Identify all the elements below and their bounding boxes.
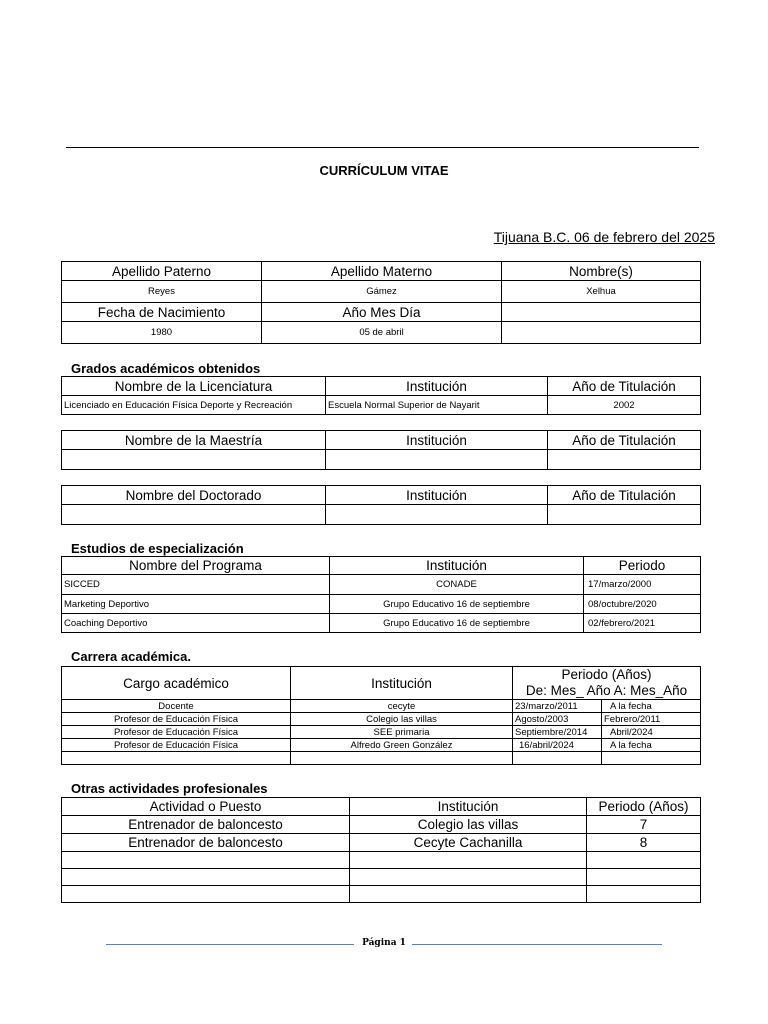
table-row-cargo: Profesor de Educación Física [62,726,291,739]
header-institucion: Institución [326,377,548,396]
page-number: Página 1 [362,938,406,948]
table-row-cargo: Profesor de Educación Física [62,739,291,752]
table-row-institucion: CONADE [330,575,584,595]
header-fecha-nacimiento: Fecha de Nacimiento [62,303,262,322]
table-row-institucion: Grupo Educativo 16 de septiembre [330,595,584,614]
empty-cell [62,852,350,869]
table-row-institucion: Colegio las villas [350,816,587,834]
carrera-table [61,666,701,765]
licenciatura-ano-value: 2002 [548,396,701,415]
empty-cell [513,752,602,765]
table-row-cargo: Profesor de Educación Física [62,713,291,726]
header-de-a: De: Mes_ Año A: Mes_Año [513,683,701,700]
personal-data-table [61,261,701,344]
header-ano-mes-dia: Año Mes Día [262,303,502,322]
empty-cell [62,752,291,765]
table-row-cargo: Docente [62,700,291,713]
footer-rule-right [412,944,662,945]
nombres-value: Xelhua [502,281,701,303]
header-ano-titulacion: Año de Titulación [548,431,701,450]
empty-cell [587,886,701,903]
table-row-programa: Marketing Deportivo [62,595,330,614]
header-ano-titulacion: Año de Titulación [548,486,701,505]
table-row-hasta: A la fecha [602,700,701,713]
header-institucion: Institución [291,667,513,700]
empty-cell [291,752,513,765]
header-cargo: Cargo académico [62,667,291,700]
licenciatura-table [61,376,701,415]
table-row-desde: Agosto/2003 [513,713,602,726]
empty-cell [350,852,587,869]
empty-cell [548,450,701,470]
header-nombres: Nombre(s) [502,262,701,281]
otras-actividades-table [61,797,701,903]
licenciatura-institucion-value: Escuela Normal Superior de Nayarit [326,396,548,415]
document-title: CURRÍCULUM VITAE [319,163,449,178]
header-periodo-anos: Periodo (Años) [513,667,701,683]
table-row-desde: 16/abril/2024 [513,739,602,752]
table-row-institucion: Grupo Educativo 16 de septiembre [330,614,584,633]
header-ano-titulacion: Año de Titulación [548,377,701,396]
licenciatura-value: Licenciado en Educación Física Deporte y Recreación [62,396,326,415]
table-row-desde: Septiembre/2014 [513,726,602,739]
apellido-materno-value: Gámez [262,281,502,303]
table-row-periodo: 8 [587,834,701,852]
table-row-desde: 23/marzo/2011 [513,700,602,713]
empty-cell [502,322,701,344]
table-row-periodo: 08/octubre/2020 [584,595,701,614]
empty-cell [350,869,587,886]
header-periodo: Periodo [584,557,701,575]
section-heading-carrera: Carrera académica. [71,649,191,664]
table-row-programa: Coaching Deportivo [62,614,330,633]
table-row-hasta: A la fecha [602,739,701,752]
empty-cell [326,505,548,525]
header-institucion: Institución [326,431,548,450]
table-row-institucion: cecyte [291,700,513,713]
maestria-table [61,430,701,470]
header-programa: Nombre del Programa [62,557,330,575]
header-actividad: Actividad o Puesto [62,798,350,816]
header-apellido-materno: Apellido Materno [262,262,502,281]
section-heading-especializacion: Estudios de especialización [71,541,244,556]
header-licenciatura: Nombre de la Licenciatura [62,377,326,396]
table-row-institucion: SEE primaria [291,726,513,739]
header-institucion: Institución [326,486,548,505]
header-maestria: Nombre de la Maestría [62,431,326,450]
header-periodo-anos: Periodo (Años) [587,798,701,816]
place-date-line: Tijuana B.C. 06 de febrero del 2025 [493,229,715,245]
section-heading-otras: Otras actividades profesionales [71,781,268,796]
section-heading-grados: Grados académicos obtenidos [71,361,261,376]
empty-cell [62,505,326,525]
empty-cell [326,450,548,470]
empty-cell [350,886,587,903]
empty-cell [62,869,350,886]
header-institucion: Institución [350,798,587,816]
empty-cell [502,303,701,322]
table-row-hasta: Abril/2024 [602,726,701,739]
header-doctorado: Nombre del Doctorado [62,486,326,505]
header-institucion: Institución [330,557,584,575]
birth-year-value: 1980 [62,322,262,344]
table-row-periodo: 02/febrero/2021 [584,614,701,633]
table-row-institucion: Alfredo Green González [291,739,513,752]
empty-cell [62,886,350,903]
table-row-periodo: 17/marzo/2000 [584,575,701,595]
empty-cell [587,852,701,869]
doctorado-table [61,485,701,525]
empty-cell [62,450,326,470]
table-row-actividad: Entrenador de baloncesto [62,816,350,834]
header-rule [66,147,699,148]
table-row-institucion: Cecyte Cachanilla [350,834,587,852]
table-row-periodo: 7 [587,816,701,834]
table-row-institucion: Colegio las villas [291,713,513,726]
apellido-paterno-value: Reyes [62,281,262,303]
table-row-actividad: Entrenador de baloncesto [62,834,350,852]
birth-month-day-value: 05 de abril [262,322,502,344]
especializacion-table [61,556,701,633]
empty-cell [587,869,701,886]
header-apellido-paterno: Apellido Paterno [62,262,262,281]
page-footer [106,938,662,952]
empty-cell [548,505,701,525]
table-row-programa: SICCED [62,575,330,595]
empty-cell [602,752,701,765]
table-row-hasta: Febrero/2011 [602,713,701,726]
